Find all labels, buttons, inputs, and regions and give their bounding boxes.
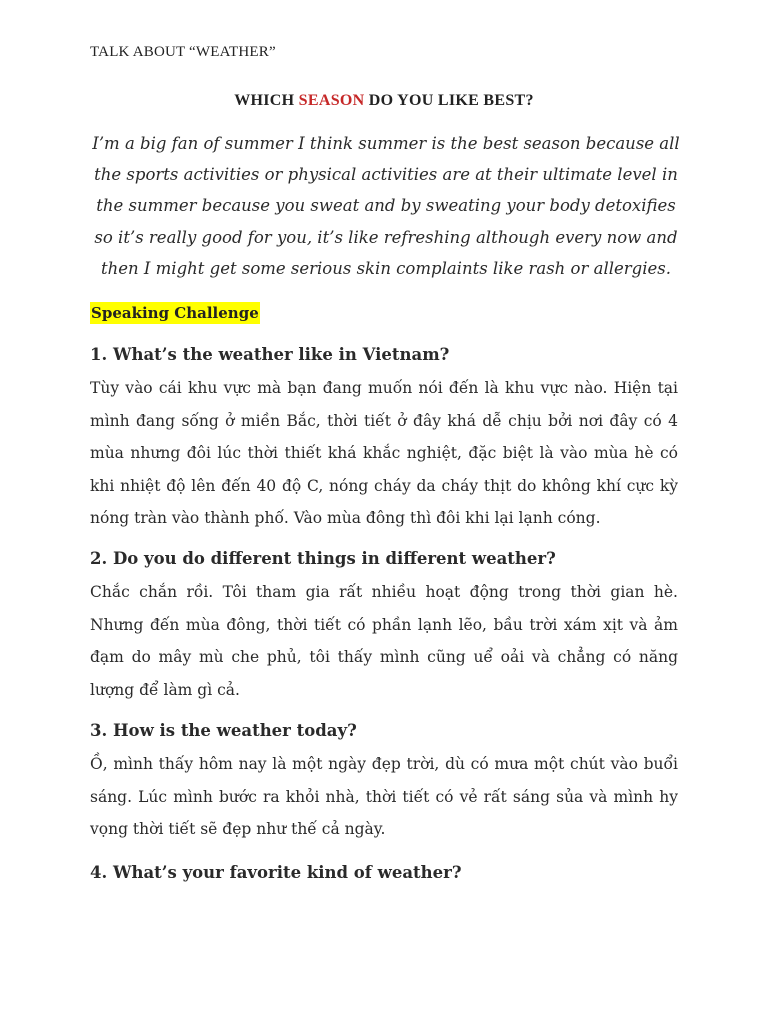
- question-heading: 4. What’s your favorite kind of weather?: [90, 863, 462, 882]
- title-after: DO YOU LIKE BEST?: [364, 92, 534, 109]
- heading-topic: WEATHER: [195, 44, 269, 60]
- heading-suffix: ”: [268, 44, 276, 60]
- sample-answer-quote: I’m a big fan of summer I think summer is the best season because all the sports activities or physical activities are at their ultimate level in the summer because you sweat and by sweating your body detoxifies so it’s really good for you, it’s like refreshing although every now and then I might get some serious skin complaints like rash or allergies.: [92, 134, 680, 278]
- section-title: [0, 92, 768, 110]
- question-block: [90, 720, 678, 846]
- speaking-challenge-label: Speaking Challenge: [91, 304, 259, 322]
- answer-paragraph: Tùy vào cái khu vực mà bạn đang muốn nói đến là khu vực nào. Hiện tại mình đang sống ở miền Bắc, thời tiết ở đây khá dễ chịu bởi nơi đây có 4 mùa nhưng đôi lúc thời thiết khá khắc nghiệt, đặc biệt là vào mùa hè có khi nhiệt độ lên đến 40 độ C, nóng cháy da cháy thịt do không khí cực kỳ nóng tràn vào thành phố. Vào mùa đông thì đôi khi lại lạnh cóng.: [90, 379, 678, 527]
- document-heading: [90, 44, 276, 61]
- title-accent-word: SEASON: [298, 92, 365, 109]
- heading-prefix: TALK ABOUT “: [90, 44, 196, 60]
- question-heading: 3. How is the weather today?: [90, 721, 357, 740]
- title-before: WHICH: [234, 92, 299, 109]
- question-block: [90, 344, 678, 535]
- question-heading: 2. Do you do different things in different weather?: [90, 549, 556, 568]
- answer-paragraph: Ồ, mình thấy hôm nay là một ngày đẹp trời, dù có mưa một chút vào buổi sáng. Lúc mình bước ra khỏi nhà, thời tiết có vẻ rất sáng sủa và mình hy vọng thời tiết sẽ đẹp như thế cả ngày.: [90, 755, 678, 838]
- answer-paragraph: Chắc chắn rồi. Tôi tham gia rất nhiều hoạt động trong thời gian hè. Nhưng đến mùa đông, thời tiết có phần lạnh lẽo, bầu trời xám xịt và ảm đạm do mây mù che phủ, tôi thấy mình cũng uể oải và chẳng có năng lượng để làm gì cả.: [90, 583, 678, 699]
- question-heading: 1. What’s the weather like in Vietnam?: [90, 345, 450, 364]
- question-block: [90, 862, 678, 890]
- question-block: [90, 548, 678, 706]
